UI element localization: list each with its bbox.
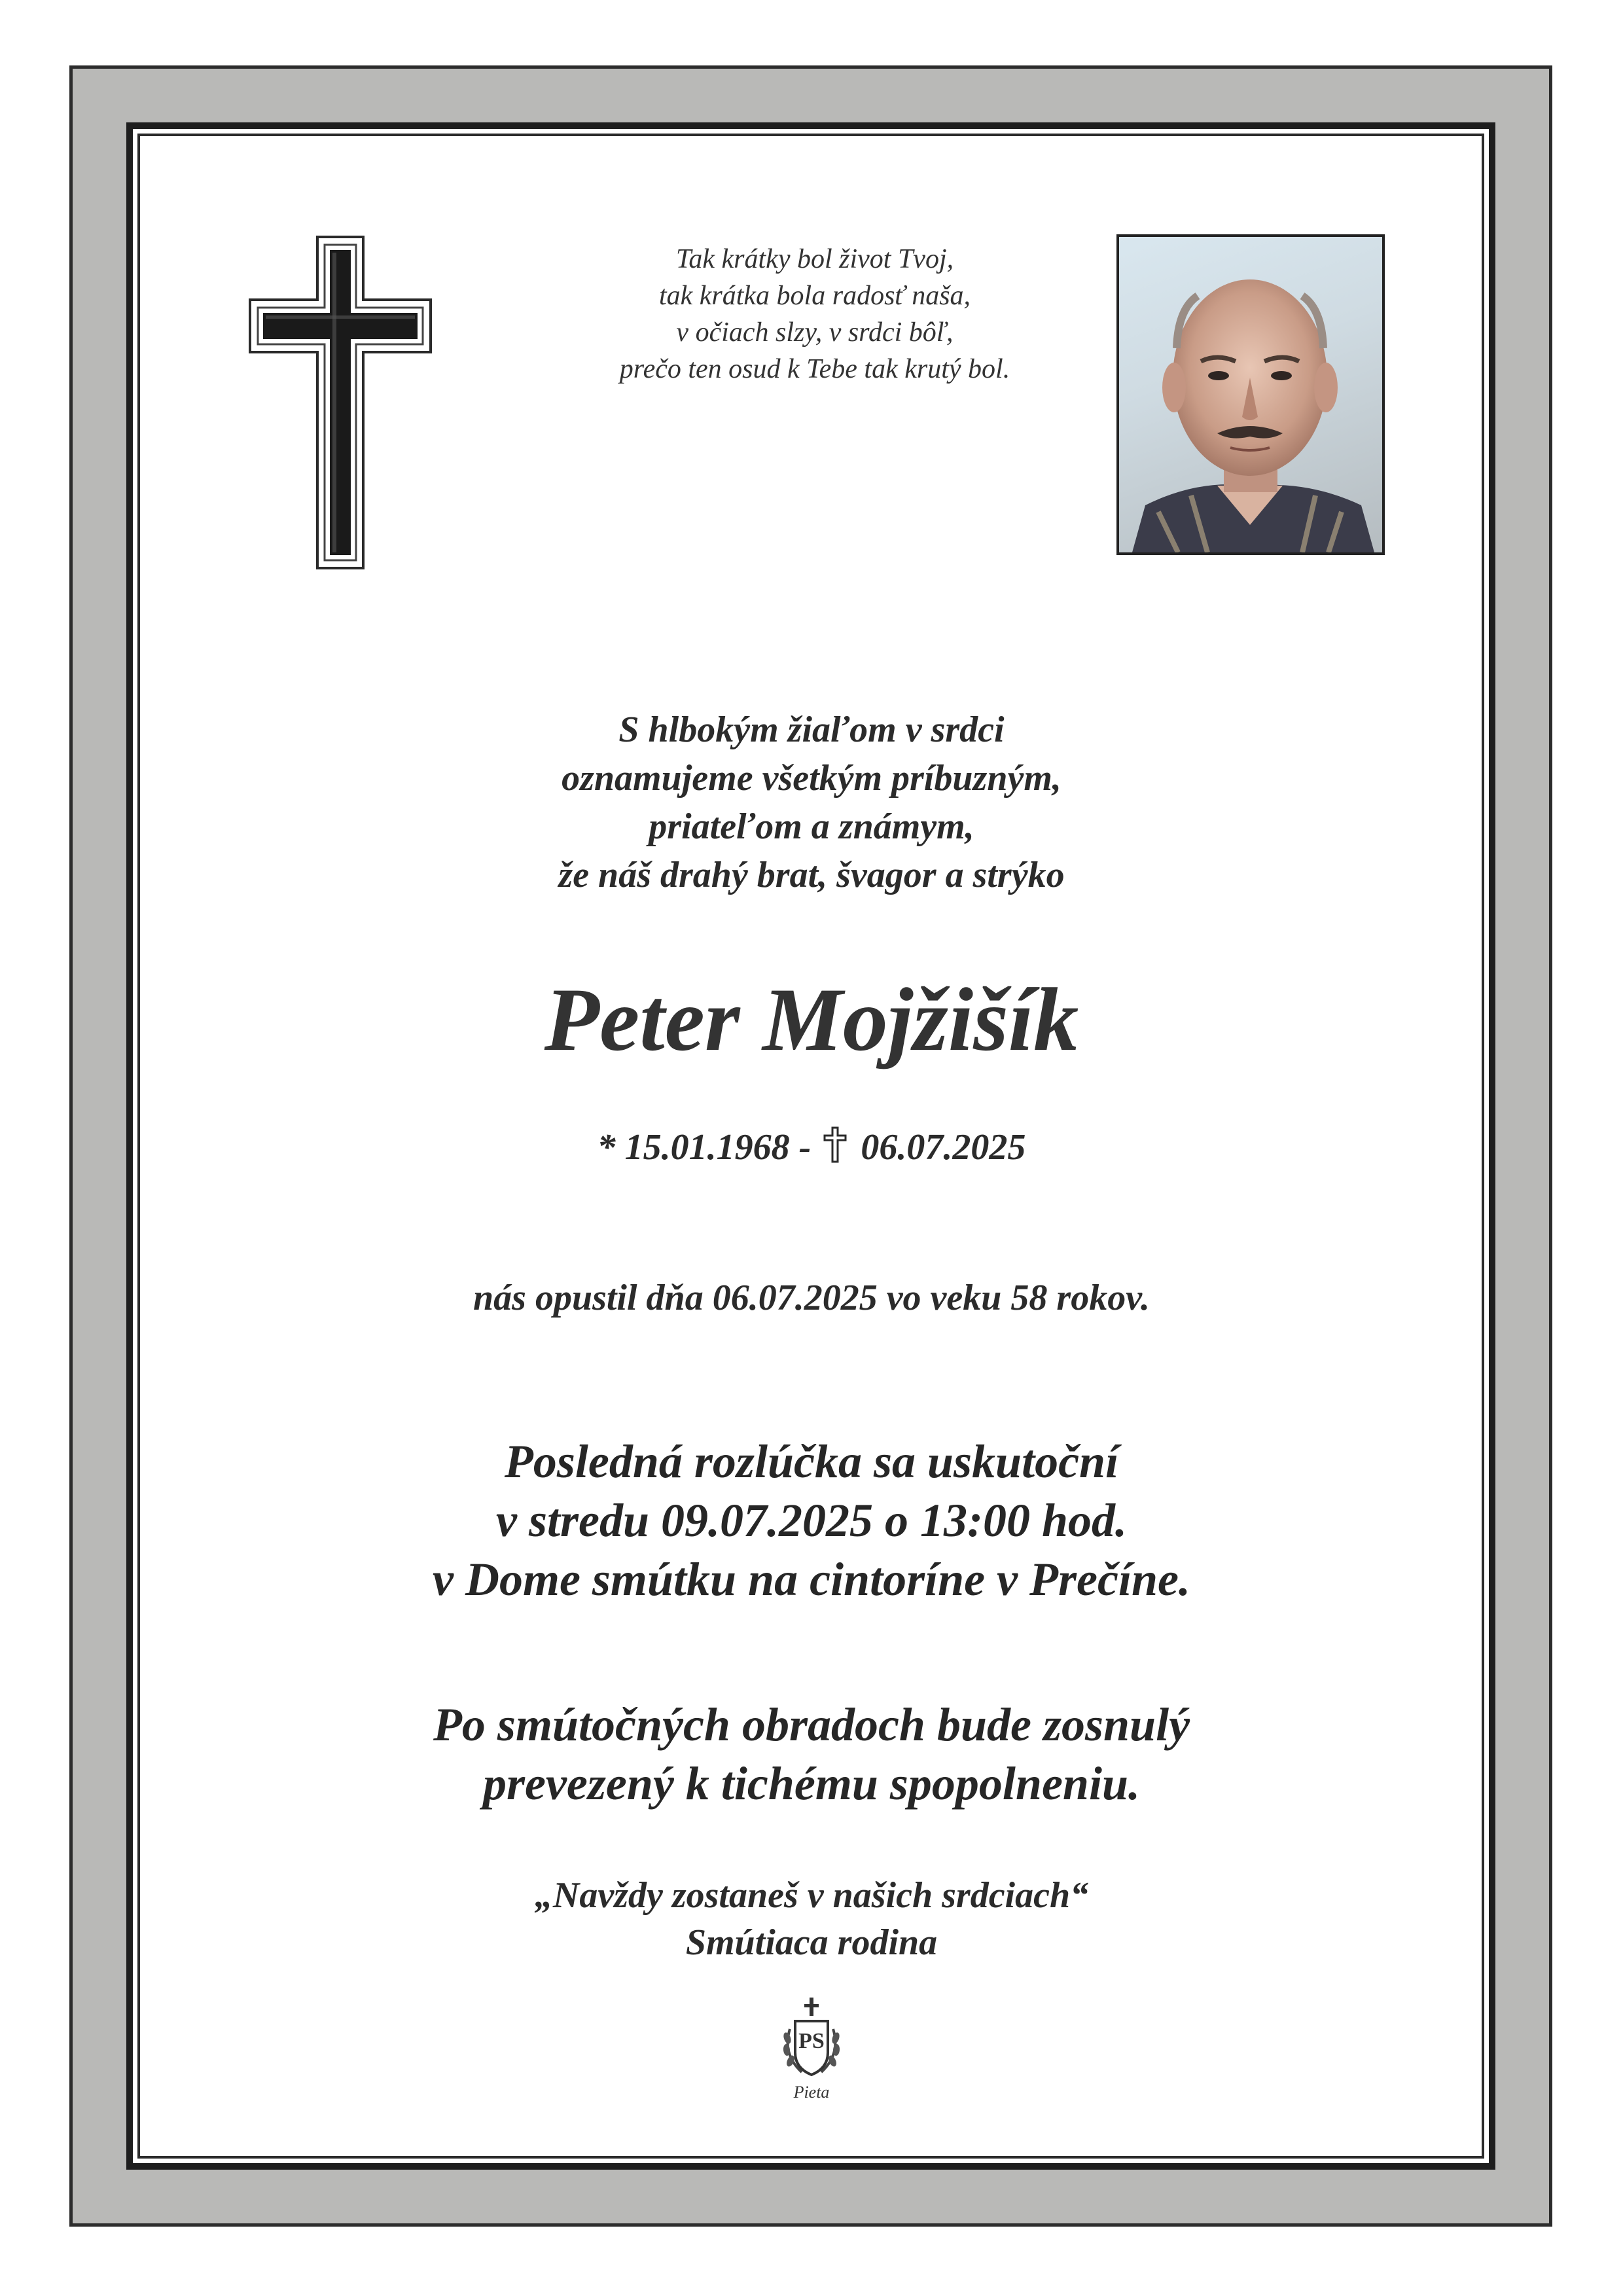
intro-line: že náš drahý brat, švagor a strýko <box>558 855 1065 895</box>
poem-line: v očiach slzy, v srdci bôľ, <box>676 317 954 348</box>
closing-quote: „Navždy zostaneš v našich srdciach“ <box>534 1875 1089 1916</box>
latin-cross-icon <box>249 236 432 569</box>
portrait-illustration <box>1119 237 1382 552</box>
farewell-line: v stredu 09.07.2025 o 13:00 hod. <box>495 1494 1128 1547</box>
poem-line: Tak krátky bol život Tvoj, <box>675 244 954 274</box>
closing <box>157 1872 1466 1966</box>
intro-line: oznamujeme všetkým príbuzným, <box>562 758 1061 798</box>
birth-date: * 15.01.1968 - <box>597 1127 812 1168</box>
small-cross-icon <box>823 1126 847 1163</box>
passed-away-text: nás opustil dňa 06.07.2025 vo veku 58 rokov. <box>473 1278 1150 1318</box>
logo-caption: Pieta <box>793 2083 830 2102</box>
intro-line: S hlbokým žiaľom v srdci <box>618 709 1005 750</box>
farewell-line: v Dome smútku na cintoríne v Prečíne. <box>433 1553 1190 1605</box>
farewell-info <box>157 1432 1466 1609</box>
farewell-line: Posledná rozlúčka sa uskutoční <box>504 1435 1119 1488</box>
intro-line: priateľom a známym, <box>649 806 974 847</box>
deceased-name: Peter Mojžišík <box>544 969 1079 1069</box>
poem-line: tak krátka bola radosť naša, <box>658 281 971 311</box>
portrait-photo <box>1116 234 1385 555</box>
poem-line: prečo ten osud k Tebe tak krutý bol. <box>619 354 1010 384</box>
death-date: 06.07.2025 <box>861 1127 1026 1168</box>
cremation-line: Po smútočných obradoch bude zosnulý <box>433 1698 1190 1751</box>
cremation-line: prevezený k tichému spopolneniu. <box>483 1757 1140 1810</box>
logo-monogram: PS <box>798 2029 825 2053</box>
life-dates <box>157 1124 1466 1170</box>
closing-signature: Smútiaca rodina <box>685 1922 938 1963</box>
poem <box>524 241 1106 387</box>
announcement-intro <box>157 706 1466 899</box>
cremation-info <box>157 1695 1466 1813</box>
